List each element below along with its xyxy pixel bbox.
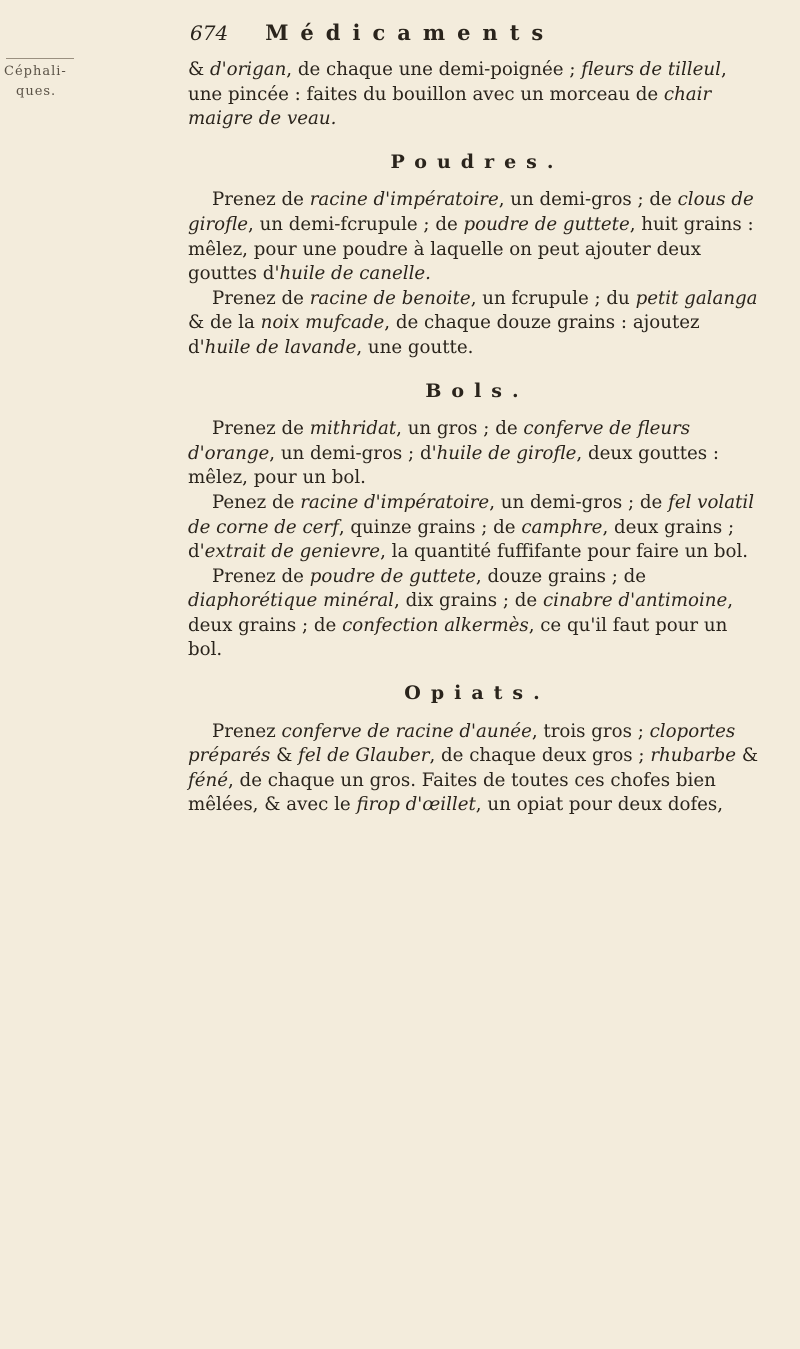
- italic-term: féné: [188, 769, 228, 791]
- text-run: , de chaque une demi-poignée ;: [286, 59, 582, 80]
- text-run: , un demi-gros ; de: [498, 189, 678, 211]
- body-text: [188, 58, 766, 818]
- sections: [188, 150, 766, 818]
- text-run: , douze grains ; de: [475, 565, 647, 587]
- italic-term: cinabre d'antimoine: [542, 590, 728, 612]
- italic-term: racine de benoite: [309, 287, 471, 309]
- italic-term: racine d'impératoire: [309, 189, 499, 211]
- section-heading: Bols.: [425, 379, 529, 402]
- section-heading: Opiats.: [404, 682, 550, 705]
- text-run: , deux gouttes : mêlez, pour un bol.: [188, 442, 720, 489]
- margin-note-line-2: ques.: [16, 84, 57, 99]
- text-run: , un gros ; de: [396, 418, 524, 440]
- paragraph: [188, 491, 766, 565]
- text-run: , ce qu'il faut pour un bol.: [188, 614, 728, 661]
- paragraph: [188, 720, 766, 818]
- text-run: Prenez de: [212, 189, 310, 211]
- italic-term: fleurs de tilleul: [581, 59, 721, 80]
- text-run: Prenez de: [212, 565, 310, 587]
- text-run: , deux grains ; d': [188, 516, 735, 563]
- text-run: Penez de: [212, 491, 301, 513]
- italic-term: clous de girofle: [188, 189, 754, 235]
- text-run: , huit grains : mêlez, pour une poudre à laquelle on peut ajouter deux gouttes d': [188, 213, 754, 285]
- italic-term: huile de lavande: [204, 336, 357, 358]
- italic-term: d'origan: [209, 59, 287, 80]
- paragraph: [188, 417, 766, 491]
- text-run: , de chaque un gros. Faites de toutes ces chofes bien mêlées, & avec le: [188, 769, 716, 816]
- text-run: , un demi-gros ; d': [269, 442, 437, 464]
- italic-term: petit galanga: [635, 287, 758, 309]
- italic-term: poudre de guttete: [309, 565, 476, 587]
- margin-rule: [6, 58, 74, 59]
- text-run: Prenez de: [212, 418, 310, 440]
- italic-term: conferve de racine d'aunée: [281, 720, 532, 742]
- text-run: , quinze grains ; de: [338, 516, 522, 538]
- paragraph: [188, 287, 766, 361]
- text-run: &: [270, 745, 299, 767]
- text-run: , deux grains ; de: [188, 590, 734, 636]
- margin-note: [4, 62, 76, 102]
- section-heading: Poudres.: [390, 150, 564, 173]
- italic-term: conferve de fleurs d'orange: [188, 418, 691, 464]
- page-number: 674: [190, 21, 229, 45]
- text-run: &: [188, 59, 210, 80]
- text-run: , un fcrupule ; du: [470, 287, 636, 309]
- text-run: , de chaque deux gros ;: [429, 745, 651, 767]
- italic-term: confection alkermès: [342, 614, 529, 636]
- text-run: Prenez de: [212, 287, 310, 309]
- paragraph: [188, 565, 766, 663]
- italic-term: diaphorétique minéral: [188, 590, 394, 612]
- italic-term: cloportes préparés: [188, 720, 736, 767]
- italic-term: chair maigre de veau.: [188, 83, 712, 130]
- italic-term: fel de Glauber: [298, 745, 430, 767]
- italic-term: poudre de guttete: [463, 213, 630, 235]
- italic-term: racine d'impératoire: [300, 491, 490, 513]
- italic-term: firop d'œillet: [356, 794, 476, 816]
- page-header: [190, 18, 750, 49]
- text-run: , de chaque douze grains : ajoutez d': [188, 312, 700, 358]
- italic-term: noix mufcade: [260, 312, 385, 334]
- running-title: Médicaments: [265, 20, 556, 45]
- text-run: , une goutte.: [356, 336, 474, 358]
- italic-term: fel volatil de corne de cerf: [188, 491, 755, 538]
- italic-term: mithridat: [309, 418, 397, 440]
- paragraph: [188, 188, 766, 286]
- text-run: & de la: [188, 312, 261, 334]
- margin-note-line-1: Céphali-: [4, 64, 67, 79]
- text-run: &: [736, 745, 759, 767]
- italic-term: huile de canelle.: [279, 263, 431, 285]
- text-run: , un demi-fcrupule ; de: [248, 213, 464, 235]
- italic-term: extrait de genievre: [204, 541, 381, 563]
- text-run: , dix grains ; de: [394, 590, 543, 612]
- intro-paragraph: [188, 58, 766, 132]
- text-run: , trois gros ;: [531, 720, 650, 742]
- text-run: , un opiat pour deux dofes,: [475, 794, 724, 816]
- italic-term: huile de girofle: [436, 442, 577, 464]
- text-run: , un demi-gros ; de: [489, 491, 669, 513]
- italic-term: camphre: [521, 516, 603, 538]
- text-run: Prenez: [212, 720, 282, 742]
- italic-term: rhubarbe: [650, 745, 737, 767]
- text-run: , la quantité fuffifante pour faire un bol.: [380, 541, 749, 563]
- text-run: , une pincée : faites du bouillon avec un morceau de: [188, 59, 727, 105]
